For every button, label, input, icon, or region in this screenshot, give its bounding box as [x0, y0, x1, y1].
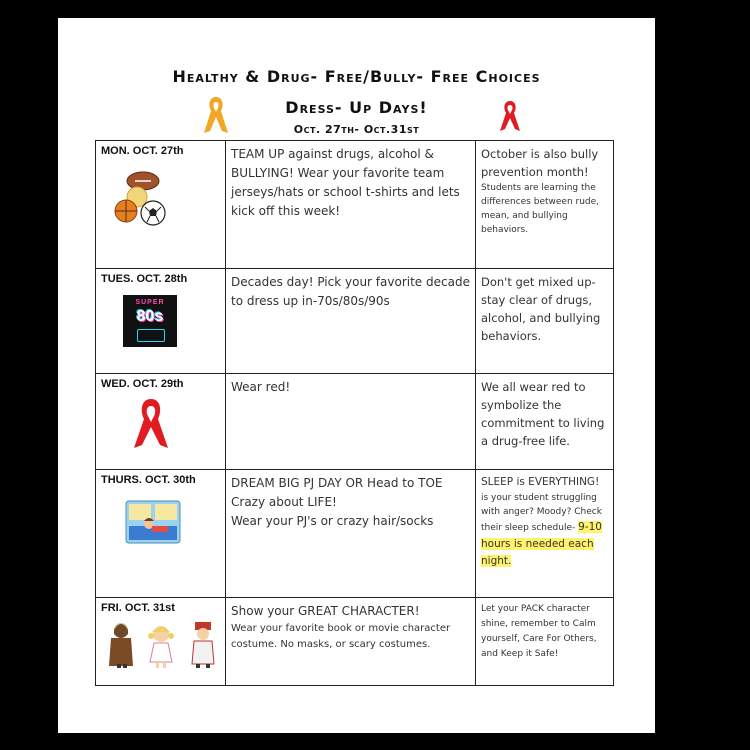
table-row	[96, 141, 614, 269]
note-cell	[476, 374, 614, 470]
note-text: SLEEP is EVERYTHING!	[481, 476, 600, 488]
activity-text: DREAM BIG PJ DAY OR Head to TOE	[231, 476, 443, 490]
red-ribbon-icon	[131, 396, 171, 452]
cassette-shape	[137, 329, 165, 342]
activity-cell	[226, 269, 476, 374]
table-row	[96, 470, 614, 598]
child-sleeping-icon	[125, 500, 181, 544]
sports-balls-icon	[113, 167, 173, 229]
flyer-subtitle: Dress- Up Days!	[285, 98, 428, 117]
note-detail: Students are learning the differences between rude, mean, and bullying behaviors.	[481, 183, 600, 235]
day-cell	[96, 470, 226, 598]
week-dates: Oct. 27th- Oct.31st	[293, 123, 420, 136]
activity-text: Crazy about LIFE!	[231, 495, 337, 509]
dress-up-schedule-table	[95, 140, 614, 686]
super-80s-top: SUPER	[135, 299, 165, 306]
activity-text: Decades day! Pick your favorite decade to dress up in-70s/80s/90s	[231, 275, 470, 308]
activity-text: Wear your PJ's or crazy hair/socks	[231, 514, 434, 528]
super-80s-icon	[123, 295, 177, 347]
activity-text: Show your GREAT CHARACTER!	[231, 604, 420, 618]
day-label: WED. OCT. 29th	[101, 378, 184, 390]
table-row	[96, 269, 614, 374]
table-row	[96, 598, 614, 686]
activity-cell	[226, 470, 476, 598]
flyer-title: Healthy & Drug- Free/Bully- Free Choices	[172, 67, 541, 86]
sleep-highlight: 9-10 hours is needed each night.	[481, 521, 602, 567]
day-label: THURS. OCT. 30th	[101, 474, 196, 486]
note-text: Don't get mixed up- stay clear of drugs, alcohol, and bullying behaviors.	[481, 275, 601, 343]
day-cell	[96, 598, 226, 686]
activity-text: TEAM UP against drugs, alcohol & BULLYING! Wear your favorite team jerseys/hats or school t-shirts and lets kick off this week!	[231, 147, 460, 218]
note-detail: Let your PACK character shine, remember to Calm yourself, Care For Others, and Keep it Safe!	[481, 604, 597, 659]
activity-detail: Wear your favorite book or movie character costume. No masks, or scary costumes.	[231, 623, 451, 650]
flyer-page	[58, 18, 655, 733]
activity-text: Wear red!	[231, 380, 291, 394]
day-cell	[96, 374, 226, 470]
day-label: FRI. OCT. 31st	[101, 602, 175, 614]
activity-cell	[226, 598, 476, 686]
activity-cell	[226, 141, 476, 269]
day-cell	[96, 141, 226, 269]
day-label: MON. OCT. 27th	[101, 145, 184, 157]
note-text: We all wear red to symbolize the commitment to living a drug-free life.	[481, 380, 605, 448]
super-80s-main: 80s	[136, 308, 164, 325]
day-cell	[96, 269, 226, 374]
note-text: October is also bully prevention month!	[481, 147, 599, 179]
storybook-characters-icon	[105, 620, 217, 668]
activity-cell	[226, 374, 476, 470]
day-label: TUES. OCT. 28th	[101, 273, 188, 285]
note-cell	[476, 141, 614, 269]
note-cell	[476, 470, 614, 598]
table-row	[96, 374, 614, 470]
note-detail: is your student struggling with anger? Moody? Check their sleep schedule-	[481, 493, 602, 533]
note-cell	[476, 269, 614, 374]
note-cell	[476, 598, 614, 686]
